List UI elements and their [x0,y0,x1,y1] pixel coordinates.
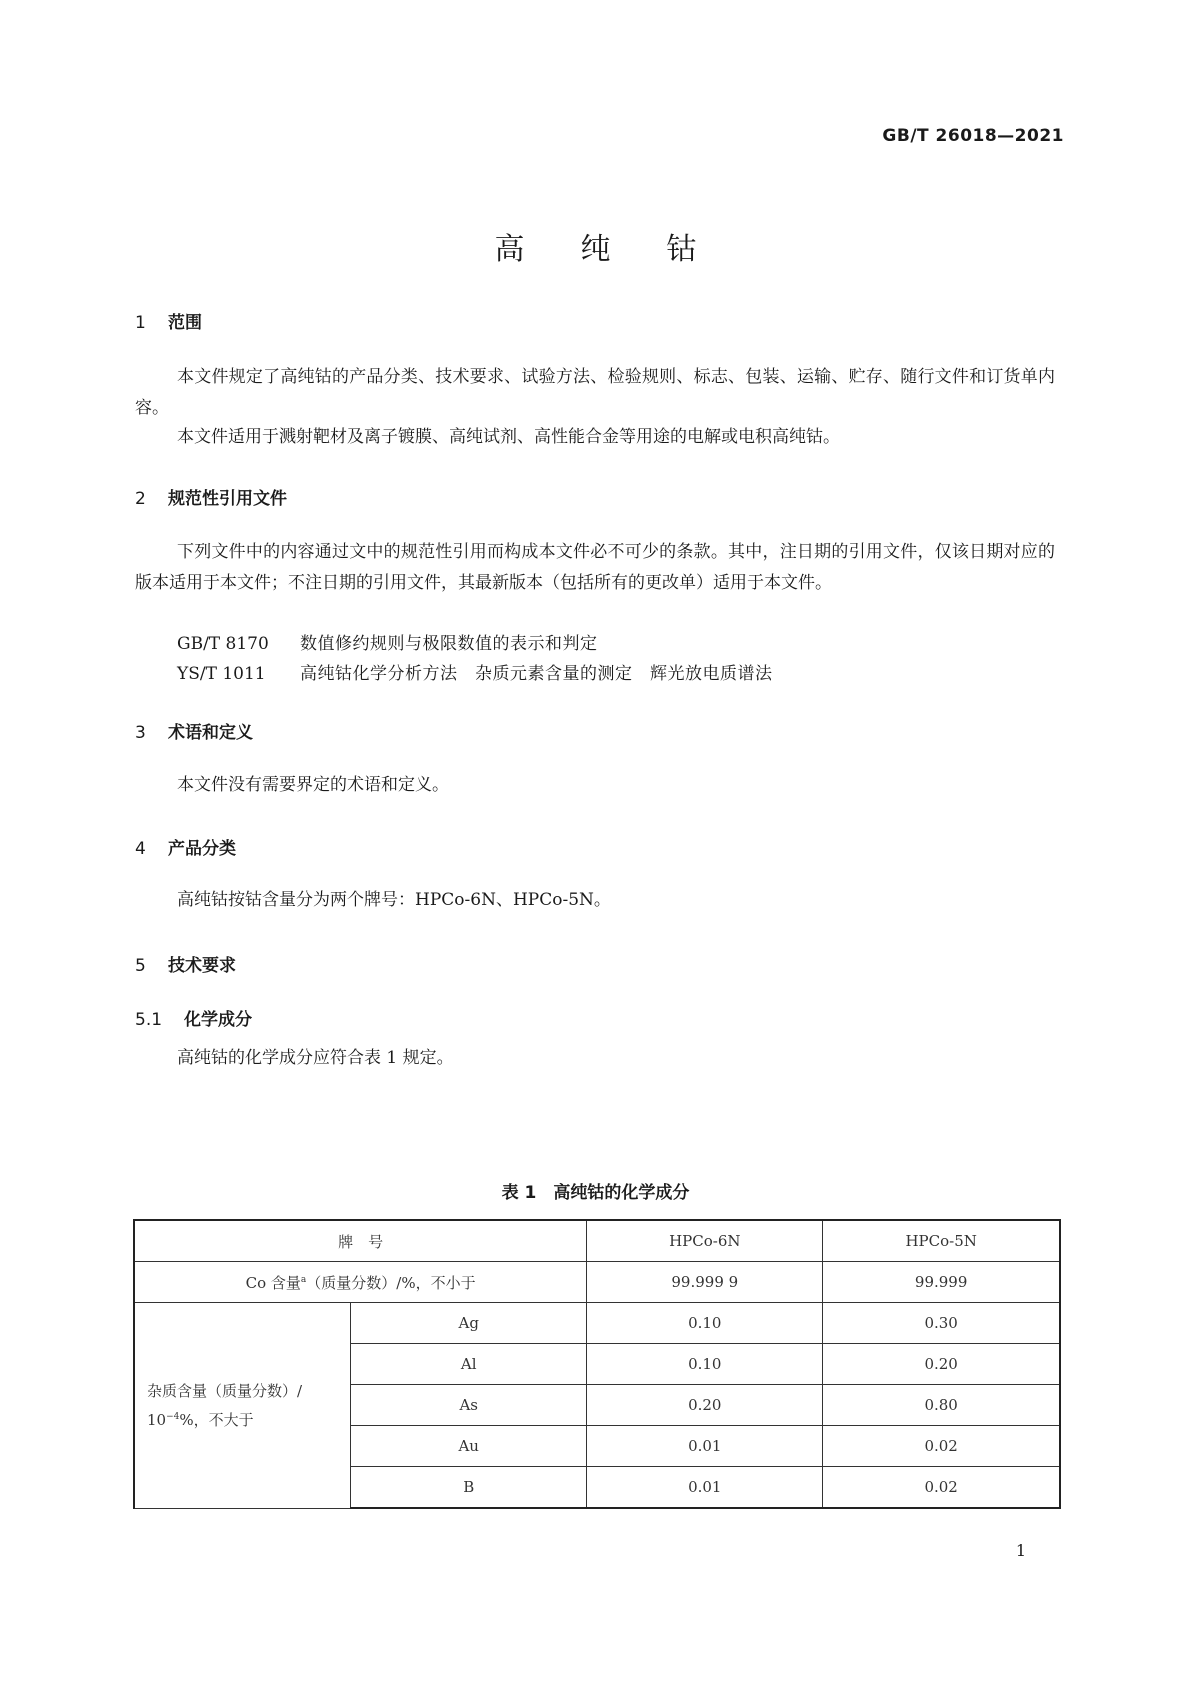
normative-reference [177,659,773,684]
section-number: 1 [135,313,146,333]
section-4-heading [135,834,236,859]
table-caption: 表 1 高纯钴的化学成分 [501,1183,690,1203]
footnote-marker: a [300,1274,307,1285]
value-6n-cell: 0.10 [587,1303,823,1344]
section-5-heading [135,951,236,976]
co-content-label: Co 含量$^a$（质量分数）/%，不小于 [134,1262,587,1303]
section-4-paragraph: 高纯钴按钴含量分为两个牌号：HPCo-6N、HPCo-5N。 [177,890,611,910]
section-title: 技术要求 [168,956,236,976]
table-row [134,1303,1060,1344]
title-char: 高 [494,232,525,267]
section-number: 5 [135,956,146,976]
value-6n-cell: 0.01 [587,1467,823,1509]
section-3-paragraph: 本文件没有需要界定的术语和定义。 [177,775,449,795]
section-1-heading [135,308,202,333]
co-value-5n: 99.999 [823,1262,1060,1303]
element-cell: Au [351,1426,587,1467]
impurity-label: 杂质含量（质量分数）/ $10^{-4}\%$，不大于 [134,1303,351,1509]
value-6n-cell: 0.10 [587,1344,823,1385]
section-number: 3 [135,723,146,743]
section-number: 5.1 [135,1010,163,1030]
reference-code: YS/T 1011 [177,664,266,684]
element-cell: B [351,1467,587,1509]
section-title: 化学成分 [184,1010,252,1030]
co-value-6n: 99.999 9 [587,1262,823,1303]
reference-title: 高纯钴化学分析方法 杂质元素含量的测定 辉光放电质谱法 [300,664,773,684]
table-row [134,1262,1060,1303]
value-6n-cell: 0.01 [587,1426,823,1467]
value-5n-cell: 0.02 [823,1467,1060,1509]
element-cell: As [351,1385,587,1426]
table-header-row [134,1220,1060,1262]
value-6n-cell: 0.20 [587,1385,823,1426]
section-title: 术语和定义 [168,723,253,743]
reference-code: GB/T 8170 [177,634,269,654]
section-title: 范围 [168,313,202,333]
value-5n-cell: 0.80 [823,1385,1060,1426]
normative-reference [177,629,598,654]
title-char: 钴 [666,232,697,267]
value-5n-cell: 0.20 [823,1344,1060,1385]
standard-code: GB/T 26018—2021 [882,126,1064,146]
section-1-paragraph: 本文件规定了高纯钴的产品分类、技术要求、试验方法、检验规则、标志、包装、运输、贮存、随行文件和订货单内容。 [135,367,1055,418]
section-5-1-heading [135,1005,252,1030]
value-5n-cell: 0.30 [823,1303,1060,1344]
section-5-1-paragraph: 高纯钴的化学成分应符合表 1 规定。 [177,1048,454,1068]
grade-5n-header: HPCo-5N [823,1220,1060,1262]
element-cell: Ag [351,1303,587,1344]
grade-header: 牌 号 [134,1220,587,1262]
value-5n-cell: 0.02 [823,1426,1060,1467]
section-1-paragraph: 本文件适用于溅射靶材及离子镀膜、高纯试剂、高性能合金等用途的电解或电积高纯钴。 [177,427,840,447]
element-cell: Al [351,1344,587,1385]
section-title: 规范性引用文件 [168,489,287,509]
section-2-heading [135,484,287,509]
section-3-heading [135,718,253,743]
section-number: 4 [135,839,146,859]
title-char: 纯 [580,232,611,267]
document-title [0,224,1191,268]
section-number: 2 [135,489,146,509]
section-2-paragraph: 下列文件中的内容通过文中的规范性引用而构成本文件必不可少的条款。其中，注日期的引用文件，仅该日期对应的版本适用于本文件；不注日期的引用文件，其最新版本（包括所有的更改单）适用于本文件。 [135,542,1055,593]
section-title: 产品分类 [168,839,236,859]
page-number: 1 [1015,1541,1026,1560]
reference-title: 数值修约规则与极限数值的表示和判定 [300,634,598,654]
chemical-composition-table [133,1219,1061,1509]
grade-6n-header: HPCo-6N [587,1220,823,1262]
